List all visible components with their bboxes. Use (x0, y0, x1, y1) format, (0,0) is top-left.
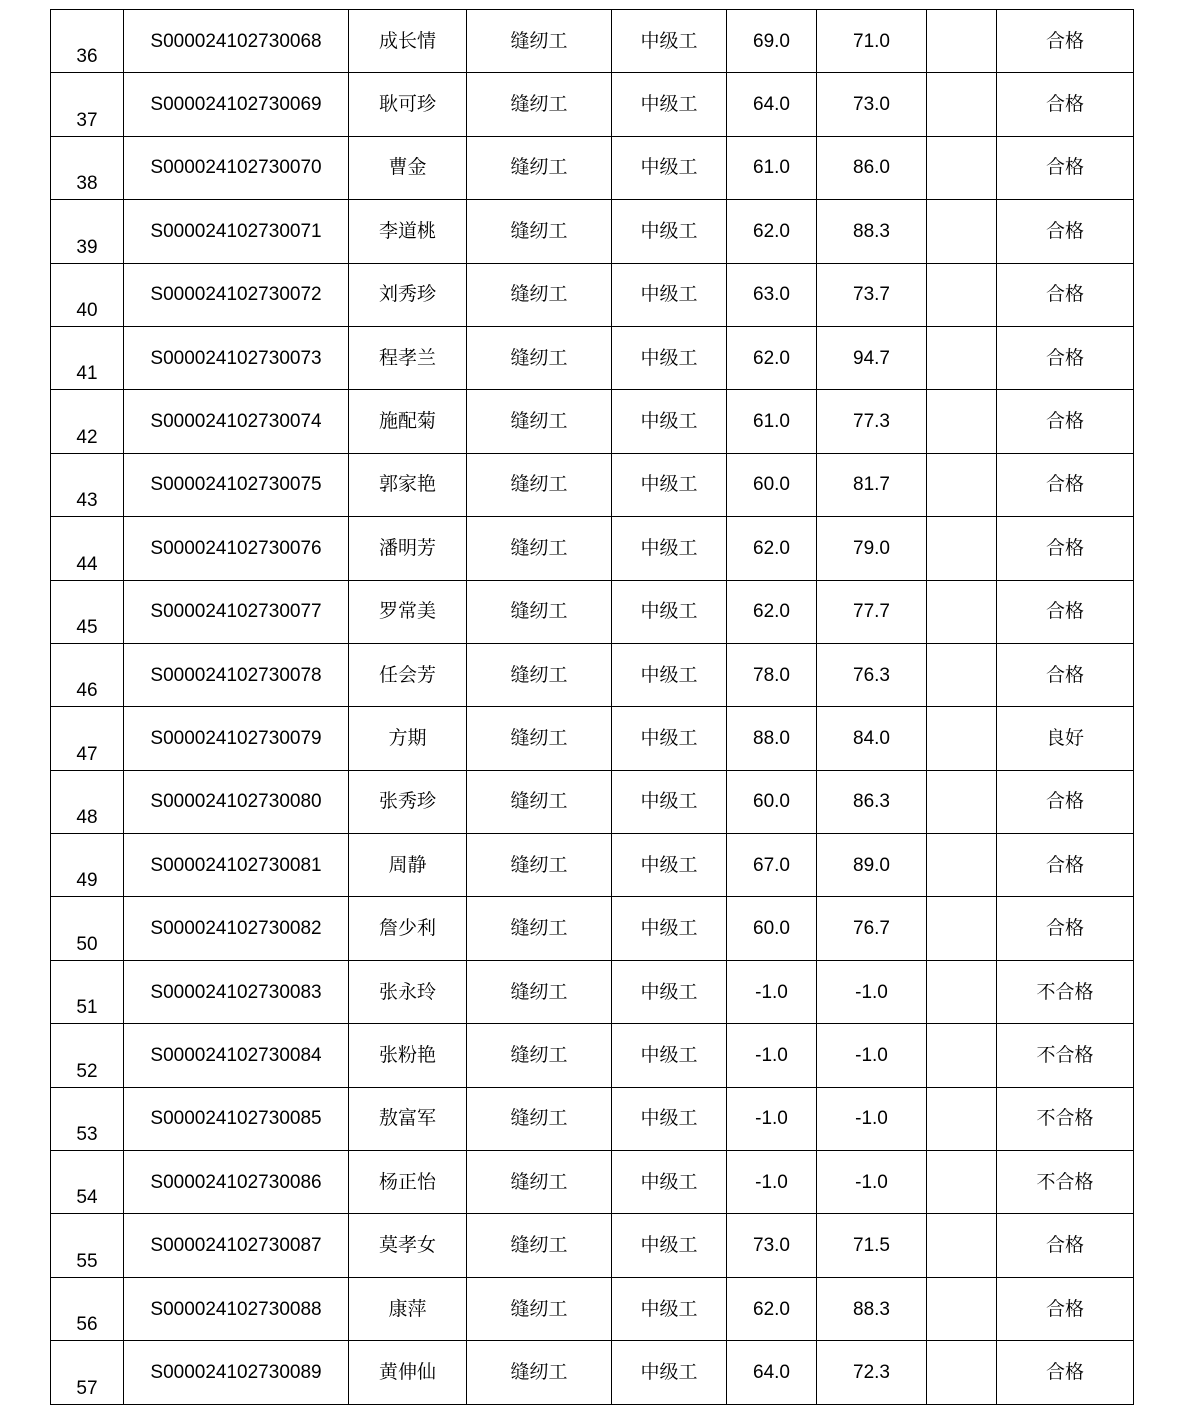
candidate-name-cell: 刘秀珍 (349, 263, 467, 326)
level-cell: 中级工 (612, 897, 727, 960)
table-row (51, 643, 1134, 706)
candidate-id-cell: S000024102730068 (124, 10, 349, 73)
practical-score-cell: 79.0 (817, 517, 927, 580)
candidate-name-cell: 任会芳 (349, 643, 467, 706)
level-cell: 中级工 (612, 834, 727, 897)
table-row (51, 1277, 1134, 1340)
candidate-name-cell: 方期 (349, 707, 467, 770)
level-cell: 中级工 (612, 390, 727, 453)
result-cell: 合格 (997, 326, 1134, 389)
level-cell: 中级工 (612, 453, 727, 516)
level-cell: 中级工 (612, 580, 727, 643)
note-cell (927, 1087, 997, 1150)
note-cell (927, 580, 997, 643)
table-row (51, 770, 1134, 833)
candidate-name-cell: 曹金 (349, 136, 467, 199)
theory-score-cell: 78.0 (727, 643, 817, 706)
trade-cell: 缝纫工 (467, 390, 612, 453)
practical-score-cell: -1.0 (817, 960, 927, 1023)
result-cell: 良好 (997, 707, 1134, 770)
theory-score-cell: 61.0 (727, 390, 817, 453)
practical-score-cell: 76.7 (817, 897, 927, 960)
practical-score-cell: -1.0 (817, 1151, 927, 1214)
note-cell (927, 200, 997, 263)
note-cell (927, 1341, 997, 1404)
theory-score-cell: -1.0 (727, 1151, 817, 1214)
result-cell: 合格 (997, 834, 1134, 897)
note-cell (927, 643, 997, 706)
sequence-cell: 48 (51, 770, 124, 833)
level-cell: 中级工 (612, 517, 727, 580)
result-cell: 合格 (997, 453, 1134, 516)
level-cell: 中级工 (612, 1151, 727, 1214)
trade-cell: 缝纫工 (467, 643, 612, 706)
practical-score-cell: 88.3 (817, 1277, 927, 1340)
level-cell: 中级工 (612, 1277, 727, 1340)
theory-score-cell: 64.0 (727, 73, 817, 136)
trade-cell: 缝纫工 (467, 834, 612, 897)
candidate-id-cell: S000024102730079 (124, 707, 349, 770)
candidate-name-cell: 张永玲 (349, 960, 467, 1023)
sequence-cell: 46 (51, 643, 124, 706)
note-cell (927, 10, 997, 73)
sequence-cell: 49 (51, 834, 124, 897)
candidate-name-cell: 李道桃 (349, 200, 467, 263)
result-cell: 合格 (997, 517, 1134, 580)
table-body (51, 10, 1134, 1405)
trade-cell: 缝纫工 (467, 1277, 612, 1340)
practical-score-cell: 88.3 (817, 200, 927, 263)
trade-cell: 缝纫工 (467, 1087, 612, 1150)
candidate-id-cell: S000024102730089 (124, 1341, 349, 1404)
sequence-cell: 43 (51, 453, 124, 516)
trade-cell: 缝纫工 (467, 263, 612, 326)
candidate-name-cell: 潘明芳 (349, 517, 467, 580)
note-cell (927, 1024, 997, 1087)
candidate-id-cell: S000024102730077 (124, 580, 349, 643)
candidate-name-cell: 成长情 (349, 10, 467, 73)
trade-cell: 缝纫工 (467, 200, 612, 263)
results-table (50, 9, 1134, 1405)
candidate-name-cell: 周静 (349, 834, 467, 897)
table-row (51, 517, 1134, 580)
theory-score-cell: 63.0 (727, 263, 817, 326)
result-cell: 合格 (997, 897, 1134, 960)
table-row (51, 390, 1134, 453)
result-cell: 合格 (997, 643, 1134, 706)
result-cell: 合格 (997, 10, 1134, 73)
level-cell: 中级工 (612, 1087, 727, 1150)
trade-cell: 缝纫工 (467, 1024, 612, 1087)
table-row (51, 263, 1134, 326)
result-cell: 合格 (997, 200, 1134, 263)
candidate-id-cell: S000024102730085 (124, 1087, 349, 1150)
table-row (51, 1087, 1134, 1150)
sequence-cell: 51 (51, 960, 124, 1023)
result-cell: 不合格 (997, 1087, 1134, 1150)
sequence-cell: 57 (51, 1341, 124, 1404)
practical-score-cell: -1.0 (817, 1087, 927, 1150)
note-cell (927, 897, 997, 960)
practical-score-cell: 73.7 (817, 263, 927, 326)
theory-score-cell: 67.0 (727, 834, 817, 897)
trade-cell: 缝纫工 (467, 1214, 612, 1277)
trade-cell: 缝纫工 (467, 10, 612, 73)
note-cell (927, 517, 997, 580)
table-row (51, 897, 1134, 960)
table-row (51, 960, 1134, 1023)
level-cell: 中级工 (612, 1024, 727, 1087)
sequence-cell: 50 (51, 897, 124, 960)
candidate-name-cell: 施配菊 (349, 390, 467, 453)
note-cell (927, 1277, 997, 1340)
trade-cell: 缝纫工 (467, 1151, 612, 1214)
theory-score-cell: 61.0 (727, 136, 817, 199)
note-cell (927, 1151, 997, 1214)
candidate-id-cell: S000024102730083 (124, 960, 349, 1023)
theory-score-cell: 62.0 (727, 1277, 817, 1340)
result-cell: 合格 (997, 73, 1134, 136)
theory-score-cell: 60.0 (727, 770, 817, 833)
trade-cell: 缝纫工 (467, 453, 612, 516)
candidate-name-cell: 郭家艳 (349, 453, 467, 516)
note-cell (927, 707, 997, 770)
trade-cell: 缝纫工 (467, 73, 612, 136)
note-cell (927, 453, 997, 516)
level-cell: 中级工 (612, 136, 727, 199)
note-cell (927, 326, 997, 389)
level-cell: 中级工 (612, 707, 727, 770)
candidate-id-cell: S000024102730088 (124, 1277, 349, 1340)
result-cell: 不合格 (997, 960, 1134, 1023)
sequence-cell: 39 (51, 200, 124, 263)
sequence-cell: 36 (51, 10, 124, 73)
candidate-name-cell: 詹少利 (349, 897, 467, 960)
theory-score-cell: -1.0 (727, 960, 817, 1023)
candidate-id-cell: S000024102730078 (124, 643, 349, 706)
sequence-cell: 47 (51, 707, 124, 770)
practical-score-cell: 86.3 (817, 770, 927, 833)
practical-score-cell: 76.3 (817, 643, 927, 706)
trade-cell: 缝纫工 (467, 580, 612, 643)
table-row (51, 834, 1134, 897)
result-cell: 合格 (997, 263, 1134, 326)
candidate-name-cell: 罗常美 (349, 580, 467, 643)
result-cell: 合格 (997, 390, 1134, 453)
table-row (51, 1214, 1134, 1277)
level-cell: 中级工 (612, 326, 727, 389)
candidate-name-cell: 莫孝女 (349, 1214, 467, 1277)
table-row (51, 1151, 1134, 1214)
practical-score-cell: 77.3 (817, 390, 927, 453)
practical-score-cell: -1.0 (817, 1024, 927, 1087)
note-cell (927, 263, 997, 326)
sequence-cell: 44 (51, 517, 124, 580)
result-cell: 合格 (997, 1341, 1134, 1404)
candidate-id-cell: S000024102730076 (124, 517, 349, 580)
theory-score-cell: 62.0 (727, 326, 817, 389)
practical-score-cell: 73.0 (817, 73, 927, 136)
table-row (51, 326, 1134, 389)
sequence-cell: 56 (51, 1277, 124, 1340)
sequence-cell: 42 (51, 390, 124, 453)
trade-cell: 缝纫工 (467, 707, 612, 770)
note-cell (927, 136, 997, 199)
sequence-cell: 41 (51, 326, 124, 389)
table-row (51, 1024, 1134, 1087)
result-cell: 合格 (997, 770, 1134, 833)
theory-score-cell: 62.0 (727, 200, 817, 263)
theory-score-cell: 64.0 (727, 1341, 817, 1404)
candidate-id-cell: S000024102730075 (124, 453, 349, 516)
theory-score-cell: 88.0 (727, 707, 817, 770)
trade-cell: 缝纫工 (467, 517, 612, 580)
result-cell: 不合格 (997, 1151, 1134, 1214)
note-cell (927, 834, 997, 897)
candidate-name-cell: 张粉艳 (349, 1024, 467, 1087)
level-cell: 中级工 (612, 643, 727, 706)
practical-score-cell: 81.7 (817, 453, 927, 516)
note-cell (927, 390, 997, 453)
trade-cell: 缝纫工 (467, 960, 612, 1023)
theory-score-cell: -1.0 (727, 1087, 817, 1150)
level-cell: 中级工 (612, 263, 727, 326)
candidate-id-cell: S000024102730084 (124, 1024, 349, 1087)
practical-score-cell: 71.5 (817, 1214, 927, 1277)
note-cell (927, 960, 997, 1023)
level-cell: 中级工 (612, 1341, 727, 1404)
result-cell: 不合格 (997, 1024, 1134, 1087)
trade-cell: 缝纫工 (467, 1341, 612, 1404)
sequence-cell: 38 (51, 136, 124, 199)
candidate-name-cell: 程孝兰 (349, 326, 467, 389)
candidate-name-cell: 敖富军 (349, 1087, 467, 1150)
level-cell: 中级工 (612, 770, 727, 833)
trade-cell: 缝纫工 (467, 136, 612, 199)
theory-score-cell: -1.0 (727, 1024, 817, 1087)
candidate-name-cell: 康萍 (349, 1277, 467, 1340)
level-cell: 中级工 (612, 1214, 727, 1277)
candidate-name-cell: 耿可珍 (349, 73, 467, 136)
candidate-id-cell: S000024102730087 (124, 1214, 349, 1277)
result-cell: 合格 (997, 1277, 1134, 1340)
level-cell: 中级工 (612, 960, 727, 1023)
sequence-cell: 40 (51, 263, 124, 326)
theory-score-cell: 62.0 (727, 517, 817, 580)
sequence-cell: 54 (51, 1151, 124, 1214)
practical-score-cell: 89.0 (817, 834, 927, 897)
result-cell: 合格 (997, 580, 1134, 643)
table-row (51, 73, 1134, 136)
level-cell: 中级工 (612, 200, 727, 263)
level-cell: 中级工 (612, 10, 727, 73)
table-row (51, 200, 1134, 263)
candidate-id-cell: S000024102730080 (124, 770, 349, 833)
theory-score-cell: 69.0 (727, 10, 817, 73)
candidate-id-cell: S000024102730070 (124, 136, 349, 199)
table-row (51, 580, 1134, 643)
candidate-id-cell: S000024102730081 (124, 834, 349, 897)
practical-score-cell: 71.0 (817, 10, 927, 73)
practical-score-cell: 72.3 (817, 1341, 927, 1404)
table-row (51, 136, 1134, 199)
level-cell: 中级工 (612, 73, 727, 136)
candidate-id-cell: S000024102730069 (124, 73, 349, 136)
theory-score-cell: 62.0 (727, 580, 817, 643)
practical-score-cell: 84.0 (817, 707, 927, 770)
trade-cell: 缝纫工 (467, 770, 612, 833)
note-cell (927, 73, 997, 136)
sequence-cell: 52 (51, 1024, 124, 1087)
candidate-name-cell: 杨正怡 (349, 1151, 467, 1214)
table-row (51, 453, 1134, 516)
sequence-cell: 37 (51, 73, 124, 136)
table-row (51, 707, 1134, 770)
candidate-id-cell: S000024102730082 (124, 897, 349, 960)
sequence-cell: 53 (51, 1087, 124, 1150)
candidate-name-cell: 黄伸仙 (349, 1341, 467, 1404)
candidate-id-cell: S000024102730071 (124, 200, 349, 263)
result-cell: 合格 (997, 1214, 1134, 1277)
candidate-id-cell: S000024102730074 (124, 390, 349, 453)
candidate-id-cell: S000024102730086 (124, 1151, 349, 1214)
theory-score-cell: 73.0 (727, 1214, 817, 1277)
practical-score-cell: 77.7 (817, 580, 927, 643)
candidate-name-cell: 张秀珍 (349, 770, 467, 833)
candidate-id-cell: S000024102730073 (124, 326, 349, 389)
trade-cell: 缝纫工 (467, 897, 612, 960)
practical-score-cell: 94.7 (817, 326, 927, 389)
sequence-cell: 45 (51, 580, 124, 643)
result-cell: 合格 (997, 136, 1134, 199)
theory-score-cell: 60.0 (727, 453, 817, 516)
trade-cell: 缝纫工 (467, 326, 612, 389)
practical-score-cell: 86.0 (817, 136, 927, 199)
sequence-cell: 55 (51, 1214, 124, 1277)
note-cell (927, 1214, 997, 1277)
note-cell (927, 770, 997, 833)
table-row (51, 10, 1134, 73)
theory-score-cell: 60.0 (727, 897, 817, 960)
candidate-id-cell: S000024102730072 (124, 263, 349, 326)
table-row (51, 1341, 1134, 1404)
